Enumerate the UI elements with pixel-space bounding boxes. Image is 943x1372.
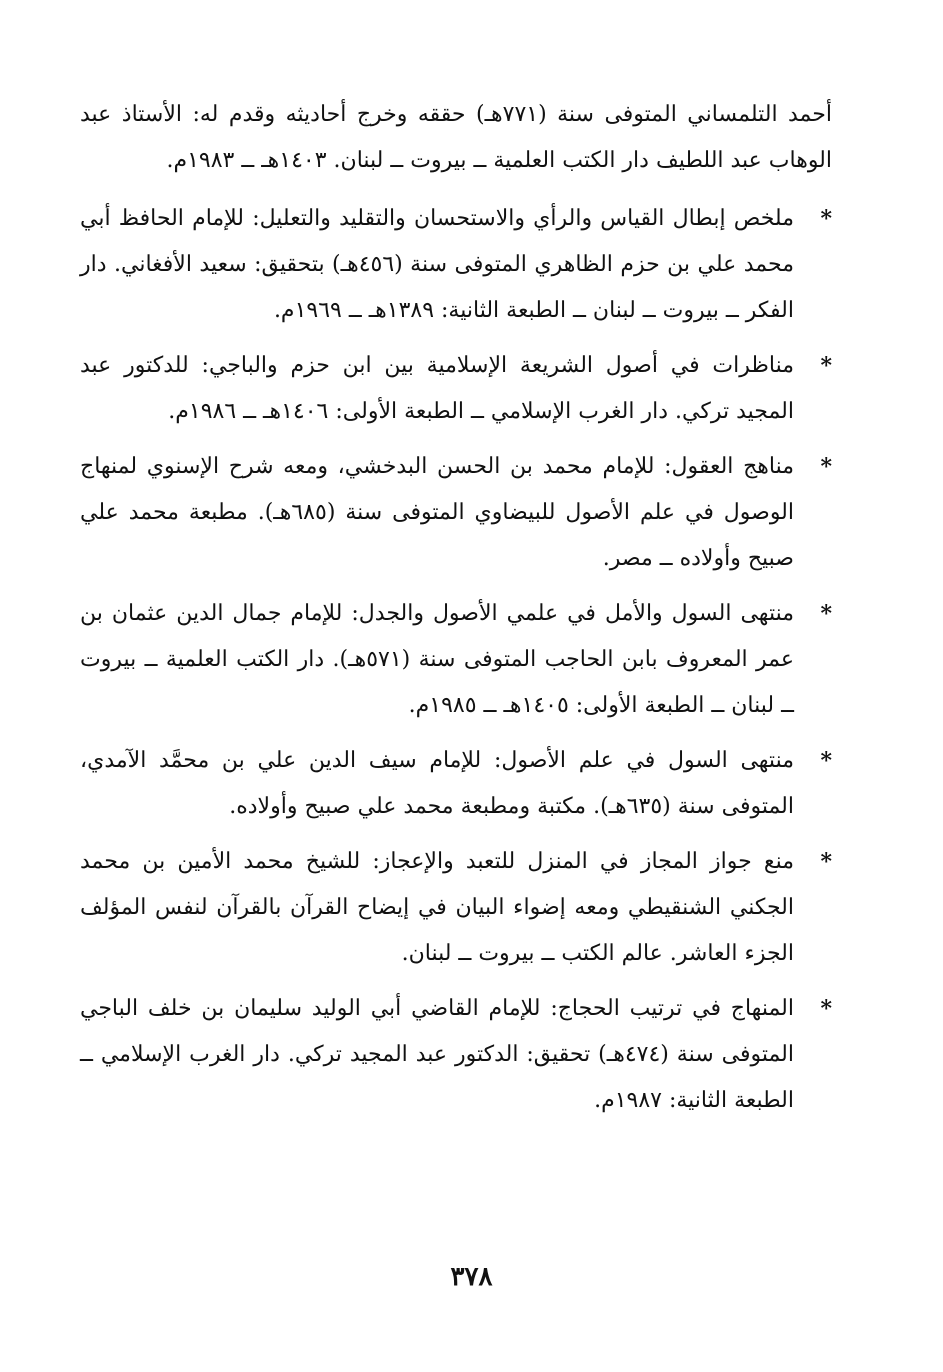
entry-text: مناهج العقول: للإمام محمد بن الحسن البدخشي، ومعه شرح الإسنوي لمنهاج الوصول في علم الأصول للبيضاوي المتوفى سنة (٦٨٥هـ). مطبعة محمد علي صبيح وأولاده ــ مصر. <box>80 454 794 571</box>
asterisk-bullet-icon: * <box>820 353 832 379</box>
asterisk-bullet-icon: * <box>820 206 832 232</box>
asterisk-bullet-icon: * <box>820 601 832 627</box>
entry-text: منتهى السول في علم الأصول: للإمام سيف الدين علي بن محمَّد الآمدي، المتوفى سنة (٦٣٥هـ). مكتبة ومطبعة محمد علي صبيح وأولاده. <box>80 748 794 819</box>
bibliography-entry <box>80 738 832 830</box>
entry-text: ملخص إبطال القياس والرأي والاستحسان والتقليد والتعليل: للإمام الحافظ أبي محمد علي بن حزم الظاهري المتوفى سنة (٤٥٦هـ) بتحقيق: سعيد الأفغاني. دار الفكر ــ بيروت ــ لبنان ــ الطبعة الثانية: ١٣٨٩هـ ــ ١٩٦٩م. <box>80 206 794 323</box>
bibliography-list <box>80 92 832 1133</box>
bibliography-entry <box>80 986 832 1124</box>
asterisk-bullet-icon: * <box>820 849 832 875</box>
entry-text: أحمد التلمساني المتوفى سنة (٧٧١هـ) حققه وخرج أحاديثه وقدم له: الأستاذ عبد الوهاب عبد اللطيف دار الكتب العلمية ــ بيروت ــ لبنان. ١٤٠٣هـ ــ ١٩٨٣م. <box>80 102 832 173</box>
bibliography-entry <box>80 591 832 729</box>
asterisk-bullet-icon: * <box>820 454 832 480</box>
bibliography-entry <box>80 343 832 435</box>
bibliography-entry <box>80 196 832 334</box>
entry-text: منتهى السول والأمل في علمي الأصول والجدل: للإمام جمال الدين عثمان بن عمر المعروف بابن الحاجب المتوفى سنة (٥٧١هـ). دار الكتب العلمية ــ بيروت ــ لبنان ــ الطبعة الأولى: ١٤٠٥هـ ــ ١٩٨٥م. <box>80 601 794 718</box>
bibliography-entry-continued <box>80 92 832 184</box>
entry-text: مناظرات في أصول الشريعة الإسلامية بين ابن حزم والباجي: للدكتور عبد المجيد تركي. دار الغرب الإسلامي ــ الطبعة الأولى: ١٤٠٦هـ ــ ١٩٨٦م. <box>80 353 794 424</box>
entry-text: منع جواز المجاز في المنزل للتعبد والإعجاز: للشيخ محمد الأمين بن محمد الجكني الشنقيطي ومعه إضواء البيان في إيضاح القرآن بالقرآن لنفس المؤلف الجزء العاشر. عالم الكتب ــ بيروت ــ لبنان. <box>80 849 794 966</box>
page-number: ٣٧٨ <box>450 1262 493 1292</box>
asterisk-bullet-icon: * <box>820 996 832 1022</box>
asterisk-bullet-icon: * <box>820 748 832 774</box>
entry-text: المنهاج في ترتيب الحجاج: للإمام القاضي أبي الوليد سليمان بن خلف الباجي المتوفى سنة (٤٧٤هـ) تحقيق: الدكتور عبد المجيد تركي. دار الغرب الإسلامي ــ الطبعة الثانية: ١٩٨٧م. <box>80 996 794 1113</box>
bibliography-entry <box>80 839 832 977</box>
bibliography-entry <box>80 444 832 582</box>
